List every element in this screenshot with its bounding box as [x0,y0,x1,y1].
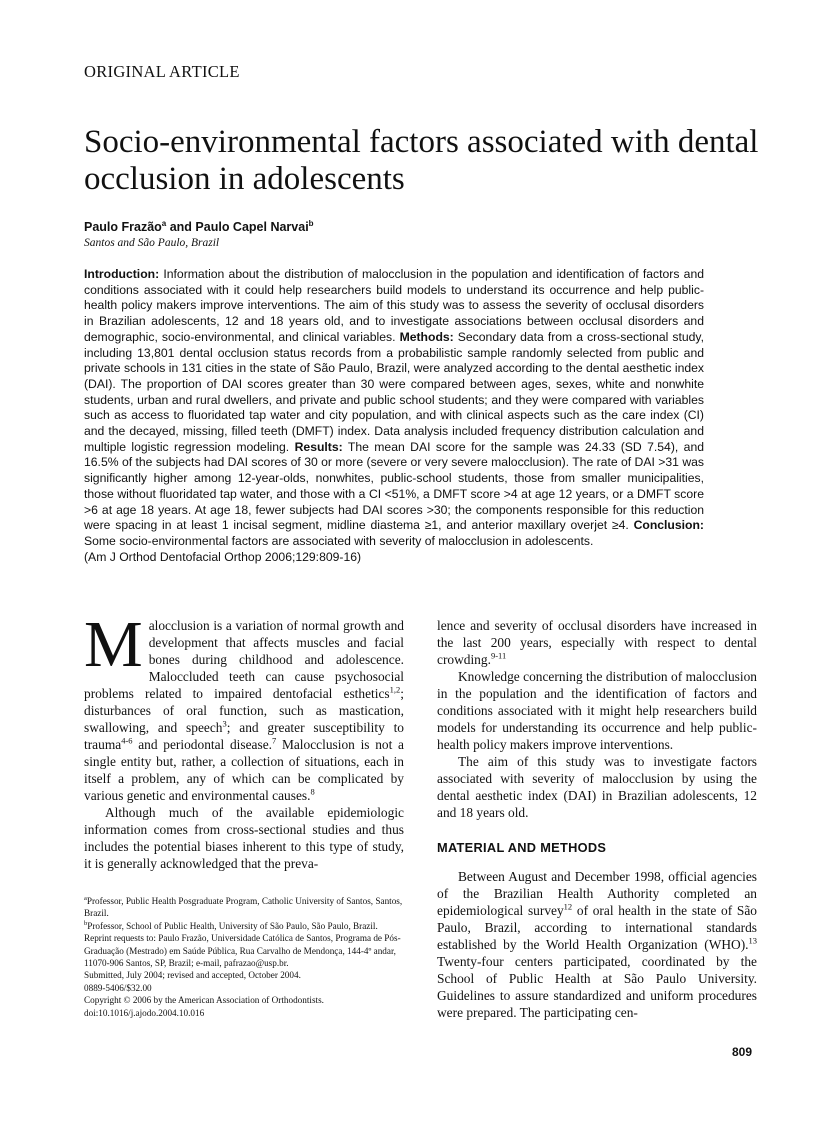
footnotes [84,895,406,1019]
reference-link[interactable]: 12 [563,901,573,912]
section-heading-methods: MATERIAL AND METHODS [437,840,607,855]
paragraph-text: Between August and December 1998, official agencies of the Brazilian Health Authority completed an epidemiological survey [437,869,757,918]
abstract-methods-text: Secondary data from a cross-sectional study, including 13,801 dental occlusion status records from a probabilistic sample randomly selected from public and private schools in 131 cities in the state of São Paulo, Brazil, were analyzed according to the dental aesthetic index (DAI). The proportion of DAI scores greater than 30 were compared between ages, sexes, white and nonwhite students, urban and rural dwellers, and private and public school students; and they were compared with variables such as access to fluoridated tap water and city population, and with clinical aspects such as the care index (CI) and the decayed, missing, filled teeth (DMFT) index. Data analysis included frequency distribution calculation and multiple logistic regression modeling. [84,329,704,454]
article-title: Socio-environmental factors associated with dental occlusion in adolescents [84,124,759,197]
abstract-citation: (Am J Orthod Dentofacial Orthop 2006;129:809-16) [84,549,362,564]
copyright: Copyright © 2006 by the American Association of Orthodontists. [84,995,324,1006]
abstract-intro-label: Introduction: [84,267,160,281]
paragraph-text: Malocclusion is not a single entity but, rather, a collection of situations, each in itself a problem, any of which can be complicated by various genetic and environmental causes. [84,737,404,803]
page-number: 809 [732,1045,753,1059]
paragraph-text: ; and greater susceptibility to trauma [84,720,404,752]
reference-link[interactable]: 4-6 [121,735,133,746]
doi-link[interactable]: doi:10.1016/j.ajodo.2004.10.016 [84,1007,205,1018]
affiliation-location: Santos and São Paulo, Brazil [84,237,220,249]
author-conjunction: and [166,220,196,235]
section-label: ORIGINAL ARTICLE [84,62,240,81]
reference-link[interactable]: 8 [310,786,315,797]
reference-link[interactable]: 3 [222,718,227,729]
paragraph-text: ; disturbances of oral function, such as mastication, swallowing, and speech [84,686,404,735]
body-paragraph: Knowledge concerning the distribution of malocclusion in the population and the identification of factors and conditions associated with it might help researchers build models for understanding its occurrence and help public-health policy makers improve interventions. [437,669,757,752]
author-name: Paulo Frazão [84,220,162,235]
abstract-results-label: Results: [294,439,343,454]
abstract-intro-text: Information about the distribution of malocclusion in the population and identification of factors and conditions associated with it could help researchers build models to understand its occurrence and help public-health policy makers improve interventions. The aim of this study was to assess the severity of occlusal disorders in Brazilian adolescents, 12 and 18 years old, and to investigate associations between occlusal disorders and demographic, socio-environmental, and clinical variables. [84,267,704,344]
footnote-marker: a [84,894,87,902]
author-name: Paulo Capel Narvai [195,220,309,235]
reprint-requests: Reprint requests to: Paulo Frazão, Universidade Católica de Santos, Programa de Pós-Graduação (Mestrado) em Saúde Pública, Rua Carvalho de Mendonça, 144-4º andar, 11070-906 Santos, SP, Brazil; e-mail, pafrazao@usp.br. [84,933,401,969]
footnote-marker: b [84,919,88,927]
abstract-results-text: The mean DAI score for the sample was 24.33 (SD 7.54), and 16.5% of the subjects had DAI scores of 30 or more (severe or very severe malocclusion). The rate of DAI >31 was significantly higher among 12-year-olds, nonwhites, public-school students, those from smaller municipalities, those without fluoridated tap water, and those with a CI <51%, a DMFT score >4 at age 12 years, or a DMFT score >6 at age 18 years. At age 18, fewer subjects had DAI scores >30; the components responsible for this reduction were spacing in at least 1 incisal segment, midline diastema ≥1, and anterior maxillary overjet ≥4. [84,439,704,533]
footnote-b [84,920,406,932]
body-paragraph [437,617,757,668]
submission-dates: Submitted, July 2004; revised and accepted, October 2004. [84,970,301,981]
drop-cap: M [84,608,143,681]
issn-price: 0889-5406/$32.00 [84,982,152,993]
body-paragraph: Although much of the available epidemiologic information comes from cross-sectional studies and thus includes the potential biases inherent to this type of study, it is generally acknowledged that the preva- [84,805,404,871]
reference-link[interactable]: 7 [272,735,277,746]
paragraph-text: Twenty-four centers participated, coordinated by the School of Public Health at São Paulo University. Guidelines to assure standardized and uniform procedures were prepared. The participating cen- [437,954,757,1020]
abstract-conclusion-text: Some socio-environmental factors are associated with severity of malocclusion in adolescents. [84,533,594,548]
author-affiliation-marker: a [161,219,167,228]
intro-paragraph [84,608,404,804]
body-paragraph: The aim of this study was to investigate factors associated with severity of malocclusion by using the dental aesthetic index (DAI) in Brazilian adolescents, 12 and 18 years old. [437,754,757,820]
author-affiliation-marker: b [308,219,314,228]
body-paragraph [437,868,757,1021]
reference-link[interactable]: 1,2 [389,684,401,695]
abstract-methods-label: Methods: [399,329,454,344]
abstract-conclusion-label: Conclusion: [633,518,704,533]
body-column-right [437,617,757,1021]
paragraph-text: alocclusion is a variation of normal growth and development that affects muscles and facial bones during childhood and adolescence. Maloccluded teeth can cause psychosocial problems related to impaired dentofacial esthetics [84,618,404,701]
footnote-a [84,895,406,920]
paragraph-text: of oral health in the state of São Paulo, Brazil, according to international standards established by the World Health Organization (WHO). [437,903,757,952]
footnote-text: Professor, School of Public Health, University of São Paulo, São Paulo, Brazil. [87,920,378,931]
body-column-left [84,608,404,872]
abstract [84,267,704,565]
author-line [84,219,314,234]
footnote-text: Professor, Public Health Posgraduate Program, Catholic University of Santos, Santos, Brazil. [84,896,403,919]
reference-link[interactable]: 9-11 [490,650,507,661]
reference-link[interactable]: 13 [748,935,757,946]
paragraph-text: and periodontal disease. [132,737,272,752]
paragraph-text: lence and severity of occlusal disorders have increased in the last 200 years, especially with respect to dental crowding. [437,618,757,667]
